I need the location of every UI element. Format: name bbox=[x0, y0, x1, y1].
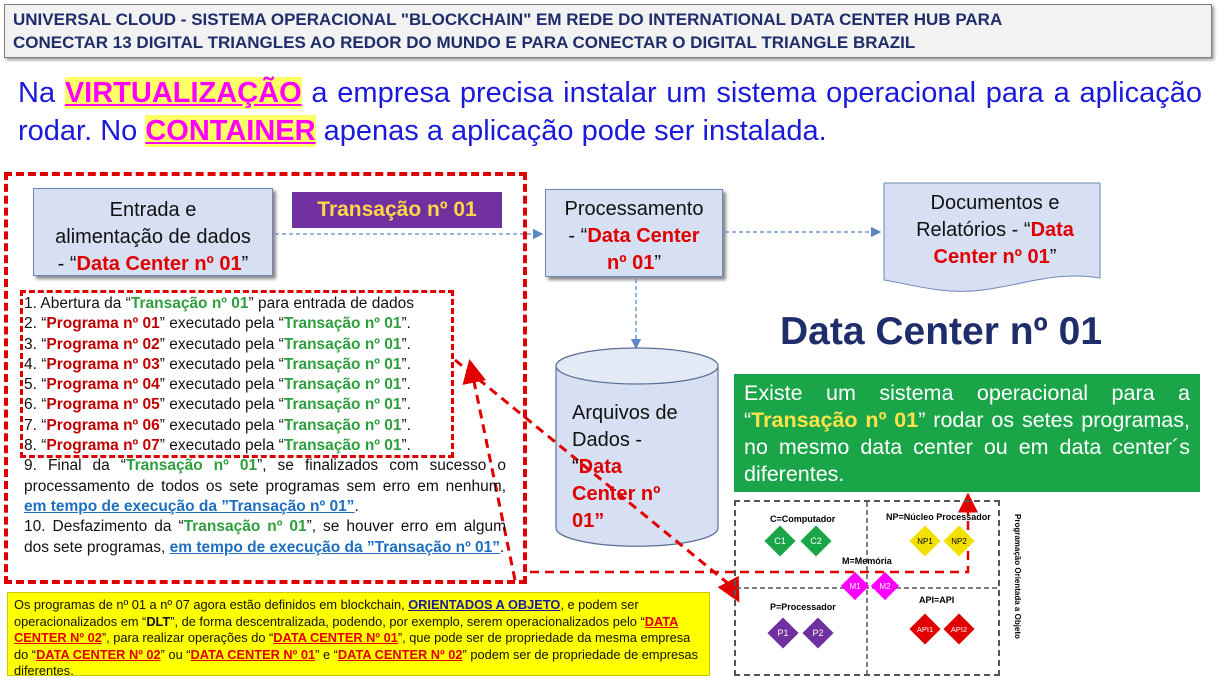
docs-line-2 bbox=[895, 217, 1095, 244]
oop-c1: C1 bbox=[774, 536, 786, 546]
oop-diagram bbox=[734, 500, 1034, 678]
step-program-7-e: ”. bbox=[401, 437, 411, 455]
step-1 bbox=[24, 294, 506, 314]
p2-diamond bbox=[802, 617, 833, 648]
cyl-quote-close: ” bbox=[594, 510, 605, 532]
docs-dc: Data bbox=[1030, 219, 1074, 241]
step-program-5-e: ”. bbox=[401, 396, 411, 414]
step-program-6-t: Transação nº 01 bbox=[283, 416, 402, 434]
api2-diamond bbox=[943, 613, 974, 644]
np1-diamond bbox=[909, 525, 940, 556]
step-program-2 bbox=[24, 335, 506, 355]
oop-api1: API1 bbox=[916, 625, 934, 634]
oop-np1: NP1 bbox=[917, 537, 933, 546]
proc-quote-close: ” bbox=[654, 252, 661, 274]
step-10-body: ”, se houver erro em algum dos sete programas, bbox=[24, 518, 507, 556]
cyl-line-3 bbox=[572, 454, 706, 481]
step-program-7-t: Transação nº 01 bbox=[283, 437, 402, 455]
step-program-1-m: ” executado pela “ bbox=[159, 315, 284, 333]
title-line-1: UNIVERSAL CLOUD - SISTEMA OPERACIONAL "BLOCKCHAIN" EM REDE DO INTERNATIONAL DATA CENTER HUB PARA bbox=[13, 10, 1003, 29]
np2-diamond bbox=[943, 525, 974, 556]
step-9-end: . bbox=[354, 497, 359, 515]
step-10-text: 10. Desfazimento da “ bbox=[24, 518, 184, 536]
documentos-text bbox=[895, 190, 1095, 271]
intro-highlight-container: CONTAINER bbox=[145, 115, 316, 147]
cyl-line-1: Arquivos de bbox=[572, 402, 678, 424]
step-1-end: ” para entrada de dados bbox=[248, 295, 414, 312]
proc-line-2 bbox=[546, 223, 722, 250]
step-program-2-p: Programa nº 02 bbox=[46, 335, 160, 353]
oop-np2: NP2 bbox=[951, 537, 967, 546]
yb-dc02-b: DATA CENTER Nº 02 bbox=[36, 646, 161, 662]
proc-dc: Data Center bbox=[587, 225, 700, 247]
oop-c2: C2 bbox=[810, 536, 822, 546]
step-program-5-p: Programa nº 05 bbox=[46, 396, 160, 414]
step-program-2-n: 3. “ bbox=[24, 335, 47, 353]
api1-diamond bbox=[909, 613, 940, 644]
step-program-6-n: 7. “ bbox=[24, 416, 47, 434]
yb-oop: ORIENTADOS A OBJETO bbox=[408, 597, 561, 612]
step-1-transaction: Transação nº 01 bbox=[130, 295, 249, 312]
entrada-line-2: alimentação de dados bbox=[55, 226, 251, 248]
yb-c: , e podem ser operacionalizados em “ bbox=[14, 597, 639, 629]
docs-line-3 bbox=[895, 244, 1095, 271]
entrada-line-3 bbox=[34, 251, 272, 278]
cyl-quote-open: “ bbox=[572, 456, 579, 478]
step-9-link: em tempo de execução da ”Transação nº 01” bbox=[24, 497, 355, 515]
step-program-1-p: Programa nº 01 bbox=[46, 315, 160, 333]
entrada-quote-open: - “ bbox=[57, 253, 77, 275]
step-program-1 bbox=[24, 314, 506, 334]
proc-line-3 bbox=[546, 250, 722, 277]
proc-dc-number: nº 01 bbox=[607, 252, 655, 274]
cyl-dc-number: 01 bbox=[572, 510, 595, 532]
processamento-box bbox=[545, 189, 723, 277]
step-program-7 bbox=[24, 436, 506, 456]
entrada-line-1: Entrada e bbox=[109, 199, 197, 221]
cyl-line-5 bbox=[572, 508, 706, 535]
step-program-7-p: Programa nº 07 bbox=[46, 437, 160, 455]
oop-api-label: API=API bbox=[919, 595, 955, 605]
docs-label: Relatórios - “ bbox=[916, 219, 1031, 241]
oop-side-label: Programação Orientada a Objeto bbox=[1013, 514, 1022, 639]
c1-diamond bbox=[764, 525, 795, 556]
oop-m2: M2 bbox=[879, 582, 891, 591]
yb-dc01-b: DATA CENTER Nº 01 bbox=[190, 646, 316, 662]
intro-highlight-virtualizacao: VIRTUALIZAÇÃO bbox=[64, 77, 302, 109]
oop-m-label: M=Memória bbox=[842, 556, 892, 566]
data-center-title: Data Center nº 01 bbox=[780, 310, 1103, 353]
program-steps bbox=[24, 314, 506, 456]
title-line-2: CONECTAR 13 DIGITAL TRIANGLES AO REDOR DO MUNDO E PARA CONECTAR O DIGITAL TRIANGLE BRAZIL bbox=[13, 33, 916, 52]
intro-text-3: apenas a aplicação pode ser instalada. bbox=[315, 115, 827, 147]
entrada-box bbox=[33, 188, 273, 276]
step-program-1-t: Transação nº 01 bbox=[283, 315, 402, 333]
cyl-dc: Data bbox=[578, 456, 623, 478]
arquivos-text bbox=[572, 400, 706, 535]
step-program-4 bbox=[24, 375, 506, 395]
step-program-2-t: Transação nº 01 bbox=[283, 335, 402, 353]
cyl-line-2: Dados - bbox=[572, 429, 643, 451]
docs-dc-number: Center nº 01 bbox=[933, 246, 1050, 268]
yb-dc02-a: DATA CENTER Nº 02 bbox=[14, 613, 679, 645]
yb-e: ”, de forma descentralizada, podendo, por exemplo, serem operacionalizados pelo “ bbox=[170, 613, 645, 629]
step-1-text: 1. Abertura da “ bbox=[24, 295, 131, 312]
step-program-4-n: 5. “ bbox=[24, 376, 47, 394]
yb-dc01-a: DATA CENTER Nº 01 bbox=[273, 630, 398, 645]
step-program-3-n: 4. “ bbox=[24, 355, 47, 373]
cyl-line-4: Center nº bbox=[572, 483, 661, 505]
step-program-4-t: Transação nº 01 bbox=[283, 376, 402, 394]
yb-a: Os programas de nº 01 a nº 07 agora estão definidos em blockchain, bbox=[14, 597, 409, 612]
proc-line-1: Processamento bbox=[564, 198, 704, 220]
proc-quote-open: - “ bbox=[568, 225, 588, 247]
yb-g: ”, para realizar operações do “ bbox=[101, 630, 274, 645]
step-program-6-m: ” executado pela “ bbox=[159, 416, 284, 434]
step-program-2-m: ” executado pela “ bbox=[159, 335, 284, 353]
oop-c-label: C=Computador bbox=[770, 514, 836, 524]
step-10-link: em tempo de execução da ”Transação nº 01” bbox=[169, 538, 501, 556]
step-9 bbox=[24, 456, 506, 517]
intro-text-1: Na bbox=[18, 77, 65, 109]
step-program-7-n: 8. “ bbox=[24, 437, 47, 455]
step-program-1-e: ”. bbox=[401, 315, 411, 333]
yb-i: ”, que pode ser de propriedade da mesma empresa do “ bbox=[14, 630, 691, 662]
step-program-4-m: ” executado pela “ bbox=[159, 376, 284, 394]
step-10-transaction: Transação nº 01 bbox=[183, 518, 307, 536]
oop-m1: M1 bbox=[849, 582, 861, 591]
step-program-4-p: Programa nº 04 bbox=[46, 376, 160, 394]
step-program-7-m: ” executado pela “ bbox=[159, 437, 284, 455]
step-program-6-p: Programa nº 06 bbox=[46, 416, 160, 434]
docs-line-1: Documentos e bbox=[930, 192, 1060, 214]
os-info-box bbox=[734, 374, 1200, 492]
transaction-badge: Transação nº 01 bbox=[292, 192, 502, 228]
step-program-4-e: ”. bbox=[401, 376, 411, 394]
entrada-quote-close: ” bbox=[241, 253, 249, 275]
green-transaction: Transação nº 01 bbox=[751, 408, 919, 432]
step-program-3-p: Programa nº 03 bbox=[46, 355, 160, 373]
p1-diamond bbox=[767, 617, 798, 648]
blockchain-note bbox=[7, 592, 710, 676]
oop-api2: API2 bbox=[950, 625, 968, 634]
step-9-body: ”, se finalizados com sucesso o processamento de todos os sete programas sem erro em nenhum, bbox=[24, 457, 506, 495]
intro-text-2: a empresa precisa instalar um sistema operacional para a aplicação rodar. No bbox=[18, 77, 1202, 147]
step-program-6 bbox=[24, 416, 506, 436]
step-9-text: 9. Final da “ bbox=[24, 457, 126, 475]
step-program-2-e: ”. bbox=[401, 335, 411, 353]
m2-diamond bbox=[871, 572, 899, 600]
oop-p-label: P=Processador bbox=[770, 602, 836, 612]
yb-m: ” e “ bbox=[315, 646, 338, 662]
step-9-transaction: Transação nº 01 bbox=[125, 457, 258, 475]
step-program-3 bbox=[24, 355, 506, 375]
step-program-5 bbox=[24, 395, 506, 415]
yb-dlt: DLT bbox=[146, 613, 171, 629]
steps-list bbox=[24, 294, 506, 558]
step-10-end: . bbox=[500, 538, 505, 556]
step-program-3-m: ” executado pela “ bbox=[159, 355, 284, 373]
step-program-5-t: Transação nº 01 bbox=[283, 396, 402, 414]
step-program-1-n: 2. “ bbox=[24, 315, 47, 333]
green-text-2: ” rodar os setes programas, no mesmo data center ou em data center´s diferentes. bbox=[744, 408, 1190, 486]
step-program-6-e: ”. bbox=[401, 416, 411, 434]
step-10 bbox=[24, 517, 506, 558]
m1-diamond bbox=[841, 572, 869, 600]
step-program-5-m: ” executado pela “ bbox=[159, 396, 284, 414]
step-program-5-n: 6. “ bbox=[24, 396, 47, 414]
yb-k: ” ou “ bbox=[160, 646, 191, 662]
entrada-dc: Data Center nº 01 bbox=[76, 253, 242, 275]
yb-dc02-c: DATA CENTER Nº 02 bbox=[337, 646, 463, 662]
oop-p2: P2 bbox=[812, 628, 824, 638]
c2-diamond bbox=[800, 525, 831, 556]
oop-p1: P1 bbox=[777, 628, 789, 638]
yb-o: ” podem ser de propriedade de empresas diferentes. bbox=[14, 646, 698, 678]
oop-np-label: NP=Núcleo Processador bbox=[886, 512, 991, 522]
docs-quote-close: ” bbox=[1049, 246, 1057, 268]
step-program-3-e: ”. bbox=[401, 355, 411, 373]
step-program-3-t: Transação nº 01 bbox=[283, 355, 402, 373]
green-text-1: Existe um sistema operacional para a “ bbox=[744, 381, 1190, 432]
